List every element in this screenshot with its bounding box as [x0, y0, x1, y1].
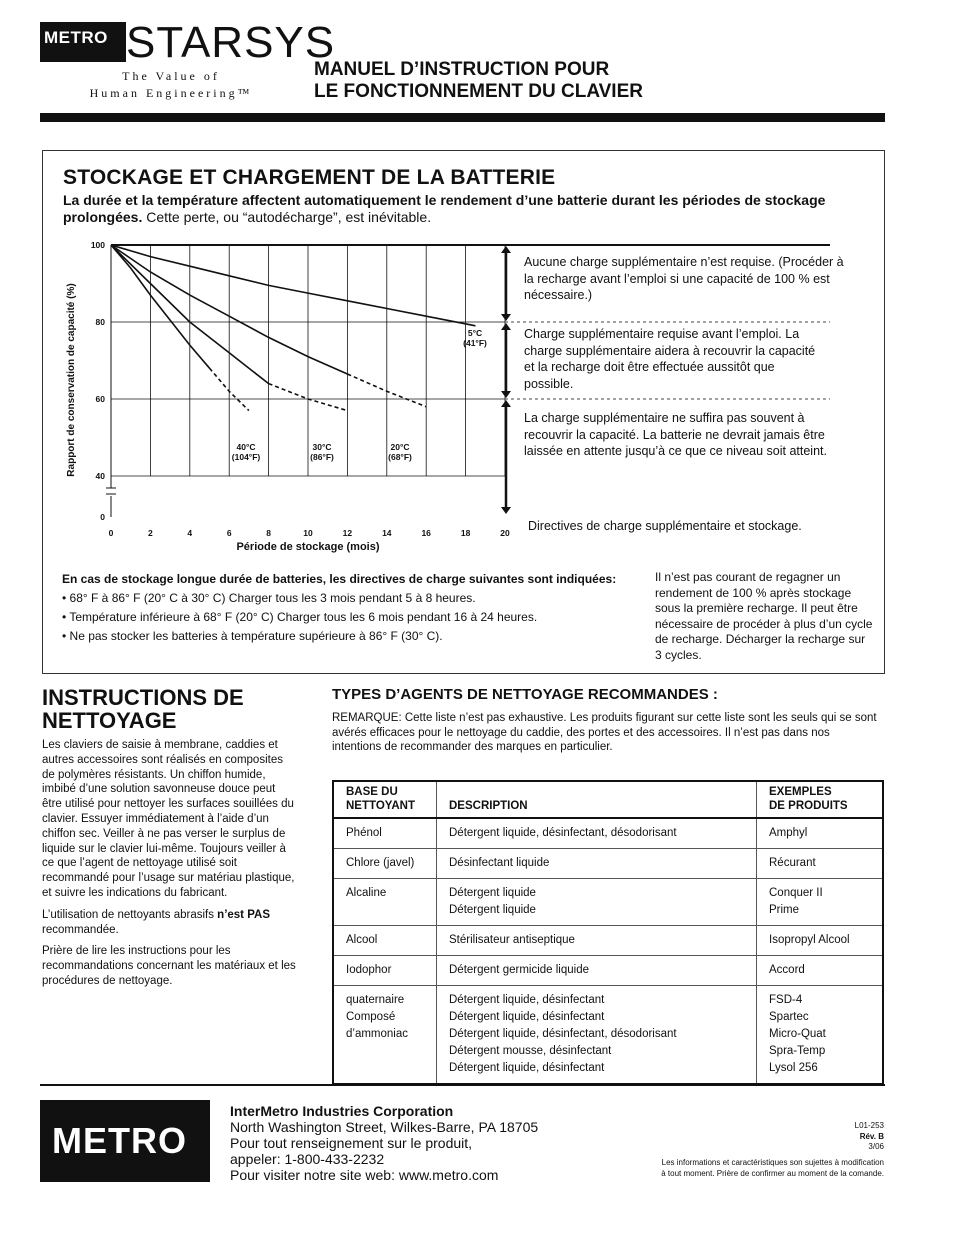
battery-intro-bold: La durée et la température affectent automatiquement le rendement d’une batterie durant les périodes de stockage prolongées.: [63, 192, 826, 225]
zone-arrowhead: [501, 314, 511, 321]
table-row: [333, 986, 883, 1085]
cell-products: Récurant: [757, 849, 884, 879]
table-row: [333, 849, 883, 879]
cleaning-heading-line1: INSTRUCTIONS DE: [42, 685, 244, 710]
tagline-line2: Human Engineering™: [89, 86, 253, 100]
table-header-row: [333, 781, 883, 818]
series-label: (86°F): [310, 452, 334, 462]
footer-company-block: [230, 1103, 538, 1183]
cell-base: Alcaline: [333, 879, 437, 926]
document-reference: [700, 1121, 884, 1153]
x-tick-label: 20: [500, 528, 510, 538]
remark-text: Cette liste n’est pas exhaustive. Les produits figurant sur cette liste sont les seuls qui se sont avérés efficaces pour le nettoyage du caddie, des portes et des accessoires. Il n’est pas dans nos intentions de recommander des marques en particulier.: [332, 712, 877, 753]
x-tick-label: 18: [460, 528, 471, 538]
series-label: 20°C: [390, 442, 410, 452]
y-tick-label: 60: [95, 394, 105, 404]
cleaning-paragraph: Prière de lire les instructions pour les recommandations concernant les matériaux et les procédures de nettoyage.: [42, 945, 296, 987]
cleaning-body: [42, 738, 297, 996]
x-tick-label: 14: [382, 528, 392, 538]
table-row: [333, 956, 883, 986]
cell-products: Isopropyl Alcool: [757, 926, 884, 956]
remark-label: REMARQUE:: [332, 712, 402, 724]
cell-description: Détergent germicide liquide: [437, 956, 757, 986]
storage-item: • Ne pas stocker les batteries à température supérieure à 86° F (30° C).: [62, 629, 443, 643]
table-row: [333, 818, 883, 849]
series-label: 5°C: [467, 328, 483, 338]
series-line: [111, 245, 210, 368]
document-title: [314, 59, 643, 103]
cell-description: Désinfectant liquide: [437, 849, 757, 879]
document-title-line1: MANUEL D’INSTRUCTION POUR: [314, 59, 610, 80]
company-name: InterMetro Industries Corporation: [230, 1103, 454, 1119]
recharge-note: Il n’est pas courant de regagner un rendement de 100 % après stockage sous la première recharge. Il peut être nécessaire de procéder à plus d’un cycle de recharge. Décharger la recharge sur 3 cycles.: [655, 570, 873, 662]
footer-disclaimer: [600, 1158, 884, 1179]
zone-3-text: La charge supplémentaire ne suffira pas souvent à recouvrir la capacité. La batterie ne devrait jamais être laissée en attente jusqu’à ce que ce niveau soit atteint.: [524, 411, 827, 458]
company-info: Pour tout renseignement sur le produit,: [230, 1135, 473, 1151]
cell-description: Stérilisateur antiseptique: [437, 926, 757, 956]
abrasive-pre: L’utilisation de nettoyants abrasifs: [42, 908, 218, 921]
storage-item: • Température inférieure à 68° F (20° C) Charger tous les 6 mois pendant 16 à 24 heures.: [62, 610, 538, 624]
series-label: (41°F): [463, 338, 487, 348]
battery-heading: STOCKAGE ET CHARGEMENT DE LA BATTERIE: [63, 166, 556, 189]
x-tick-label: 6: [226, 528, 232, 538]
cell-base: Alcool: [333, 926, 437, 956]
y-tick-label: 40: [95, 471, 105, 481]
header-products: EXEMPLES DE PRODUITS: [757, 781, 884, 818]
cleaning-paragraph-abrasive: [42, 908, 297, 938]
y-tick-label: 100: [90, 240, 105, 250]
zone-1-text: Aucune charge supplémentaire n’est requise. (Procéder à la recharge avant l’emploi si une capacité de 100 % est nécessaire.): [524, 255, 844, 302]
series-label: 30°C: [312, 442, 332, 452]
x-tick-label: 8: [266, 528, 271, 538]
abrasive-post: recommandée.: [42, 923, 119, 936]
battery-intro-plain: Cette perte, ou “autodécharge”, est inévitable.: [142, 209, 432, 225]
table-row: [333, 926, 883, 956]
cleaning-paragraph: Les claviers de saisie à membrane, caddies et autres accessoires sont réalisés en composites de polymères résistants. Un chiffon humide, imbibé d’une solution savonneuse douce peut être utilisé pour nettoyer les surfaces souillées du clavier. Essuyer immédiatement à l’aide d’un chiffon sec. Veiller à ne pas verser le surplus de liquide sur le clavier lui-même. Toujours veiller à ce que l’agent de nettoyage utilisé soit recommandé pour l’usage sur matériau plastique, et suivre les indications du fabricant.: [42, 739, 295, 899]
y-tick-label: 0: [100, 512, 105, 522]
metro-badge-text: METRO: [44, 28, 108, 47]
cell-base: quaternaire Composé d’ammoniac: [333, 986, 437, 1085]
series-label: (104°F): [231, 452, 261, 462]
zone-arrowhead: [501, 400, 511, 407]
x-tick-label: 16: [421, 528, 431, 538]
doc-number: L01-253: [854, 1121, 884, 1130]
zone-arrowhead: [501, 323, 511, 330]
x-axis-label: Période de stockage (mois): [236, 541, 380, 553]
zone-arrowhead: [501, 246, 511, 253]
cell-description: Détergent liquide Détergent liquide: [437, 879, 757, 926]
cell-products: Accord: [757, 956, 884, 986]
x-tick-label: 10: [303, 528, 313, 538]
zone-arrowhead: [501, 391, 511, 398]
x-tick-label: 12: [342, 528, 353, 538]
y-axis-label: Rapport de conservation de capacité (%): [66, 283, 77, 477]
cell-products: Amphyl: [757, 818, 884, 849]
storage-guidelines: [62, 570, 616, 646]
series-label: 40°C: [236, 442, 256, 452]
cell-base: Iodophor: [333, 956, 437, 986]
x-tick-label: 0: [108, 528, 114, 538]
cleaning-agents-table: [332, 780, 884, 1085]
storage-lead: En cas de stockage longue durée de batteries, les directives de charge suivantes sont indiquées:: [62, 572, 617, 586]
x-tick-label: 2: [148, 528, 153, 538]
tagline-line1: The Value of: [122, 69, 220, 83]
disclaimer-line1: Les informations et caractéristiques son sujettes à modification: [661, 1158, 884, 1167]
cleaning-heading: [42, 686, 244, 732]
x-tick-label: 4: [187, 528, 193, 538]
disclaimer-line2: à tout moment. Prière de confirmer au moment de la comande.: [661, 1168, 884, 1178]
header-base: BASE DU NETTOYANT: [333, 781, 437, 818]
company-web: Pour visiter notre site web: www.metro.com: [230, 1167, 499, 1183]
series-label: (68°F): [388, 452, 412, 462]
table-row: [333, 879, 883, 926]
tagline: [66, 68, 276, 102]
zone-arrowhead: [501, 507, 511, 514]
header-description: DESCRIPTION: [437, 781, 757, 818]
abrasive-bold: n’est PAS: [217, 908, 270, 921]
battery-intro: [63, 192, 853, 226]
cell-base: Chlore (javel): [333, 849, 437, 879]
cell-description: Détergent liquide, désinfectant Détergent liquide, désinfectant Détergent liquide, désinfectant, désodorisant Détergent mousse, désinfectant Détergent liquide, désinfectant: [437, 986, 757, 1085]
footer-rule: [40, 1084, 885, 1086]
cleaning-remark: [332, 711, 882, 755]
zone-2-text: Charge supplémentaire requise avant l’emploi. La charge supplémentaire aidera à recouvrir la capacité et la recharge doit être effectuée aussitôt que possible.: [524, 327, 816, 391]
cell-products: Conquer II Prime: [757, 879, 884, 926]
header-rule: [40, 113, 885, 122]
cell-base: Phénol: [333, 818, 437, 849]
doc-revision: Rév. B: [859, 1131, 884, 1141]
cell-products: FSD-4 Spartec Micro-Quat Spra-Temp Lysol 256: [757, 986, 884, 1085]
footer-logo-text: METRO: [52, 1120, 187, 1161]
cell-description: Détergent liquide, désinfectant, désodorisant: [437, 818, 757, 849]
y-tick-label: 80: [95, 317, 105, 327]
company-phone: appeler: 1-800-433-2232: [230, 1151, 385, 1167]
cleaning-heading-line2: NETTOYAGE: [42, 708, 177, 733]
company-address: North Washington Street, Wilkes-Barre, PA 18705: [230, 1119, 539, 1135]
cleaning-types-heading: TYPES D’AGENTS DE NETTOYAGE RECOMMANDES :: [332, 686, 718, 703]
chart-guide-title: Directives de charge supplémentaire et stockage.: [528, 519, 802, 533]
doc-date: 3/06: [868, 1142, 884, 1151]
footer-metro-logo: [40, 1100, 210, 1182]
starsys-wordmark: STARSYS: [126, 18, 336, 67]
storage-item: • 68° F à 86° F (20° C à 30° C) Charger tous les 3 mois pendant 5 à 8 heures.: [62, 591, 476, 605]
document-title-line2: LE FONCTIONNEMENT DU CLAVIER: [314, 81, 643, 102]
